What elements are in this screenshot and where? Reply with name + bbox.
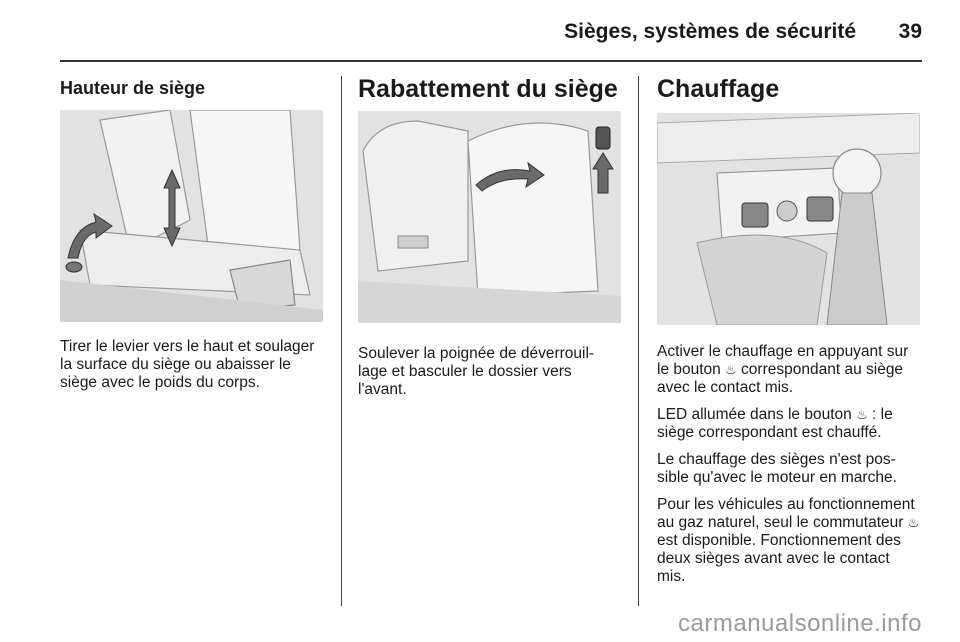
watermark: carmanualsonline.info [678,610,922,637]
header-divider [60,60,922,62]
column-heating [657,72,920,595]
column-seat-height [60,72,323,401]
instruction-text: Soulever la poignée de déverrouil-lage et basculer le dossier vers l'avant. [358,345,595,398]
heading-heating: Chauffage [657,75,780,103]
seat-heating-icon: ♨ [725,362,737,377]
column-divider [638,76,639,606]
text-before: Pour les véhicules au fonctionnement au gaz naturel, seul le commutateur [657,496,915,531]
text-after: : le siège correspondant est chauffé. [657,406,893,441]
column-seat-folding [358,72,621,408]
heating-instructions [657,343,920,586]
instruction-text [657,496,920,586]
illustration-seat-height [60,110,323,322]
seat-heating-icon: ♨ [856,407,868,422]
instruction-text [657,406,920,442]
page-number: 39 [898,20,922,43]
text-before: LED allumée dans le bouton [657,406,857,423]
text-before: Activer le chauffage en appuyant sur le bouton [657,343,909,378]
heading-seat-height: Hauteur de siège [60,78,206,98]
instruction-text [657,451,920,487]
illustration-seat-folding [358,111,621,323]
text-after: est disponible. Fonctionnement des deux sièges avant avec le contact mis. [657,532,901,585]
seat-heating-icon: ♨ [907,515,920,530]
text-before: Le chauffage des sièges n'est pos-sible qu'avec le moteur en marche. [657,451,897,486]
illustration-heating [657,113,920,325]
page-header [60,14,922,54]
column-divider [341,76,342,606]
section-title: Sièges, systèmes de sécurité [564,20,856,43]
heading-seat-folding: Rabattement du siège [358,75,618,103]
instruction-text: Tirer le levier vers le haut et soulager la surface du siège ou abaisser le siège avec le poids du corps. [60,338,315,391]
text-after: correspondant au siège avec le contact mis. [657,361,904,396]
instruction-text [657,343,920,397]
